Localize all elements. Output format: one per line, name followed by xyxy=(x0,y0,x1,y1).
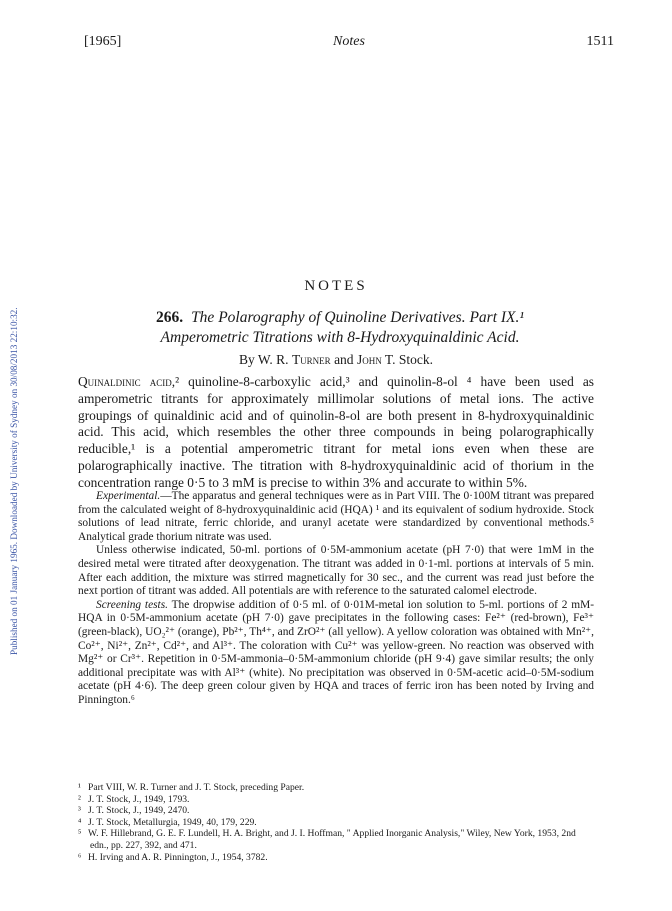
experimental-p1-text: —The apparatus and general techniques were as in Part VIII. The 0·100M titrant was prepared from the calculated weight of 8-hydroxyquinaldinic acid (HQA) ¹ and its equivalent of sodium hydroxide. Stock solutions of lead nitrate, ferric chloride, and uranyl acetate were standardized by conventional methods.⁵ Analytical grade thorium nitrate was used. xyxy=(78,490,594,543)
reference-item xyxy=(78,828,594,851)
notes-heading: NOTES xyxy=(304,278,368,294)
reference-number: ⁶ xyxy=(78,851,82,863)
reference-number: ² xyxy=(78,793,81,805)
page-number: 1511 xyxy=(586,34,614,49)
download-watermark-text: Published on 01 January 1965. Downloaded by University of Sydney on 30/08/2013 22:10:32. xyxy=(9,307,19,655)
authors-and: and xyxy=(334,352,354,367)
experimental-heading: Experimental. xyxy=(96,490,161,502)
reference-text: Part VIII, W. R. Turner and J. T. Stock, preceding Paper. xyxy=(88,782,305,793)
experimental-paragraph-2: Unless otherwise indicated, 50-ml. portions of 0·5M-ammonium acetate (pH 7·0) that were 1mM in the desired metal were titrated after deoxygenation. The titrant was added in 0·1-ml. portions at intervals of 5 min. After each addition, the mixture was stirred magnetically for 30 sec., and the current was read just before the next portion of titrant was added. All potentials are with reference to the saturated calomel electrode. xyxy=(78,544,594,598)
article-title xyxy=(60,308,620,348)
experimental-p3-text: The dropwise addition of 0·5 ml. of 0·01M-metal ion solution to 5-ml. portions of 2 mM-HQA in 0·5M-ammonium acetate (pH 7·0) gave precipitates in the following cases: Fe²⁺ (red-brown), Fe³⁺ (green-black), UO₂²⁺ (orange), Pb²⁺, Th⁴⁺, and ZrO²⁺ (all yellow). A yellow coloration was obtained with Mn²⁺, Co²⁺, Ni²⁺, Zn²⁺, Cd²⁺, and Al³⁺. The coloration with Cu²⁺ was yellow-green. No reaction was observed with Mg²⁺ or Cr³⁺. Repetition in 0·5M-ammonia–0·5M-ammonium chloride (pH 9·4) gave similar results; the only additional precipitate was with Al³⁺ (white). No precipitation was observed in 0·5M-acetic acid–0·5M-sodium acetate (pH 4·6). The deep green colour given by HQA and traces of ferric iron has been noted by Irving and Pinnington.⁶ xyxy=(78,598,595,706)
author2-rest: T. Stock. xyxy=(384,352,433,367)
reference-text: H. Irving and A. R. Pinnington, J., 1954, 3782. xyxy=(88,851,268,863)
reference-number: ⁵ xyxy=(78,828,82,840)
section-name: Notes xyxy=(333,34,365,49)
intro-text: ² quinoline-8-carboxylic acid,³ and quinolin-8-ol ⁴ have been used as amperometric titrants for approximately millimolar solutions of metal ions. The active groupings of quinaldinic acid and of quinolin-8-ol are both present in 8-hydroxyquinaldinic acid. This acid, which resembles the other three compounds in being polarographically reducible,¹ is a potential amperometric titrant for metal ions even when these are polarographically inactive. The titration with 8-hydroxyquinaldinic acid of thorium in the concentration range 0·5 to 3 mM is precise to within 3% and accurate to within 5%. xyxy=(78,374,594,490)
author2-given: John xyxy=(356,352,382,367)
experimental-paragraph-1 xyxy=(78,490,594,544)
title-line1-text: The Polarography of Quinoline Derivatives. Part IX.¹ xyxy=(191,309,525,326)
reference-number: ³ xyxy=(78,805,81,817)
reference-text: J. T. Stock, Metallurgia, 1949, 40, 179, 229. xyxy=(88,816,257,828)
experimental-section xyxy=(78,490,594,708)
screening-heading: Screening tests. xyxy=(96,598,169,611)
reference-item xyxy=(78,817,594,829)
experimental-paragraph-3 xyxy=(78,599,594,708)
intro-lead: Quinaldinic acid, xyxy=(78,374,176,389)
article-title-line2: Amperometric Titrations with 8-Hydroxyquinaldinic Acid. xyxy=(160,329,520,346)
reference-text: W. F. Hillebrand, G. E. F. Lundell, H. A. Bright, and J. I. Hoffman, " Applied Inorganic Analysis," Wiley, New York, 1953, 2nd edn., pp. 227, 392, and 471. xyxy=(88,828,576,851)
reference-number: ⁴ xyxy=(78,816,82,828)
article-title-line1 xyxy=(60,308,620,328)
reference-number: ¹ xyxy=(78,782,81,793)
reference-text: J. T. Stock, J., 1949, 2470. xyxy=(88,805,190,817)
intro-paragraph xyxy=(78,374,594,492)
author-line xyxy=(0,352,672,368)
author1-surname: Turner xyxy=(291,352,331,367)
reference-item xyxy=(78,794,594,806)
authors-prefix: By W. R. xyxy=(239,352,289,367)
reference-text: J. T. Stock, J., 1949, 1793. xyxy=(88,793,190,805)
article-number: 266. xyxy=(155,309,184,326)
running-head xyxy=(84,34,614,52)
references-list xyxy=(78,782,594,863)
reference-item xyxy=(78,852,594,864)
download-watermark xyxy=(9,155,19,655)
reference-item xyxy=(78,782,594,794)
journal-year: [1965] xyxy=(84,34,122,49)
reference-item xyxy=(78,805,594,817)
